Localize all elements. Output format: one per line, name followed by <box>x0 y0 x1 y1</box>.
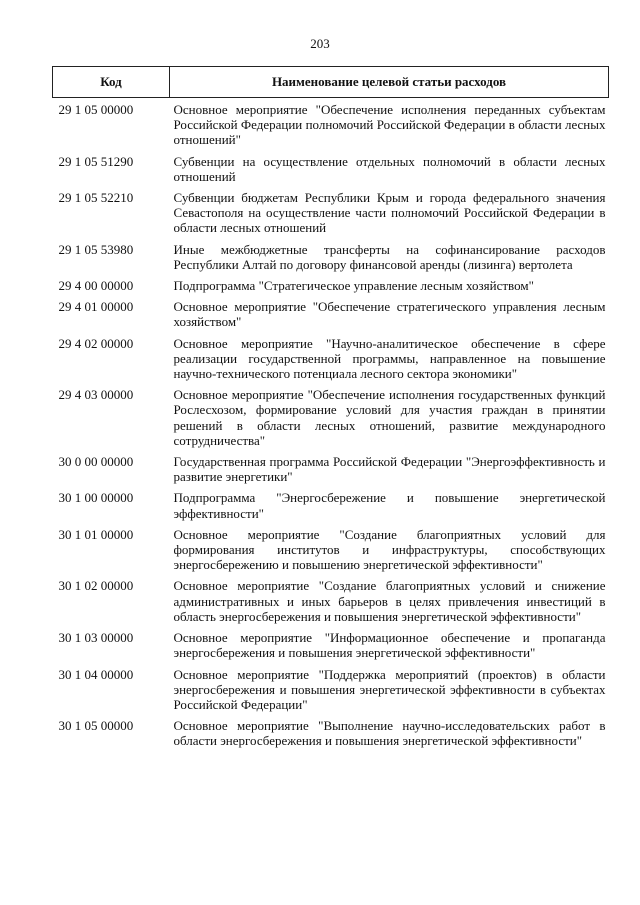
expense-item-name-cell: Основное мероприятие "Обеспечение исполнения переданных субъектам Российской Федерации полномочий Российской Федерации в области лесных отношений" <box>173 102 606 148</box>
target-code-cell: 29 1 05 53980 <box>58 241 134 257</box>
page-number: 203 <box>310 36 330 51</box>
target-code-cell: 29 1 05 00000 <box>58 102 134 117</box>
table-row <box>53 336 609 388</box>
table-header-row <box>53 67 609 98</box>
table-row <box>53 387 609 454</box>
target-code-cell: 29 4 01 00000 <box>58 299 134 315</box>
expense-item-name-cell: Основное мероприятие "Обеспечение исполнения государственных функций Рослесхозом, формирование условий для участия граждан в принятии решений в области лесных отношений, развитие международного сотрудничества" <box>173 387 606 448</box>
target-code-cell: 30 1 05 00000 <box>58 718 134 734</box>
table-row <box>53 278 609 299</box>
target-code-cell: 29 4 00 00000 <box>58 278 134 294</box>
expense-item-name-cell: Подпрограмма "Стратегическое управление лесным хозяйством" <box>173 278 534 294</box>
expense-item-name-cell: Основное мероприятие "Поддержка мероприятий (проектов) в области энергосбережения и повышения энергетической эффективности в субъектах Российской Федерации" <box>173 666 606 712</box>
target-code-cell: 29 1 05 52210 <box>58 190 134 206</box>
target-code-cell: 30 1 03 00000 <box>58 630 134 646</box>
expense-item-name-cell: Основное мероприятие "Научно-аналитическое обеспечение в сфере реализации государственной программы, направленное на повышение научно-технического потенциала лесного сектора экономики" <box>173 335 606 382</box>
table-row <box>53 299 609 335</box>
table-row <box>53 98 609 154</box>
code-column-header: Код <box>53 67 170 98</box>
table-body <box>53 98 609 755</box>
target-code-cell: 30 0 00 00000 <box>58 454 134 470</box>
budget-classification-table <box>52 66 609 755</box>
name-column-header: Наименование целевой статьи расходов <box>170 67 609 98</box>
expense-item-name-cell: Основное мероприятие "Обеспечение стратегического управления лесным хозяйством" <box>173 299 606 330</box>
table-row <box>53 718 609 754</box>
table-row <box>53 154 609 190</box>
table-row <box>53 667 609 719</box>
table-row <box>53 242 609 278</box>
expense-item-name-cell: Основное мероприятие "Информационное обеспечение и пропаганда энергосбережения и повышения энергетической эффективности" <box>173 630 606 661</box>
table-row <box>53 527 609 579</box>
expense-item-name-cell: Государственная программа Российской Федерации "Энергоэффективность и развитие энергетики" <box>173 454 606 485</box>
target-code-cell: 30 1 04 00000 <box>58 666 134 682</box>
table-row <box>53 578 609 630</box>
expense-item-name-cell: Основное мероприятие "Создание благоприятных условий и снижение административных и иных барьеров в целях привлечения инвестиций в область энергосбережения и повышения энергетической эффективности" <box>173 578 606 624</box>
target-code-cell: 30 1 02 00000 <box>58 578 134 594</box>
expense-item-name-cell: Иные межбюджетные трансферты на софинансирование расходов Республики Алтай по договору финансовой аренды (лизинга) вертолета <box>173 241 606 272</box>
table-row <box>53 630 609 666</box>
target-code-cell: 30 1 00 00000 <box>58 490 134 506</box>
expense-item-name-cell: Субвенции бюджетам Республики Крым и города федерального значения Севастополя на осуществление части полномочий Российской Федерации в области лесных отношений <box>173 190 606 236</box>
target-code-cell: 29 4 02 00000 <box>58 335 134 351</box>
expense-item-name-cell: Подпрограмма "Энергосбережение и повышение энергетической эффективности" <box>173 490 606 521</box>
table-row <box>53 490 609 526</box>
expense-item-name-cell: Основное мероприятие "Создание благоприятных условий для формирования институтов и инфраструктуры, способствующих энергосбережению и повышению энергетической эффективности" <box>173 526 606 573</box>
target-code-cell: 30 1 01 00000 <box>58 526 134 542</box>
expense-item-name-cell: Основное мероприятие "Выполнение научно-исследовательских работ в области энергосбережения и повышения энергетической эффективности" <box>173 718 606 749</box>
table-row <box>53 190 609 242</box>
expense-item-name-cell: Субвенции на осуществление отдельных полномочий в области лесных отношений <box>173 153 606 184</box>
target-code-cell: 29 4 03 00000 <box>58 387 134 403</box>
target-code-cell: 29 1 05 51290 <box>58 153 134 169</box>
table-row <box>53 454 609 490</box>
